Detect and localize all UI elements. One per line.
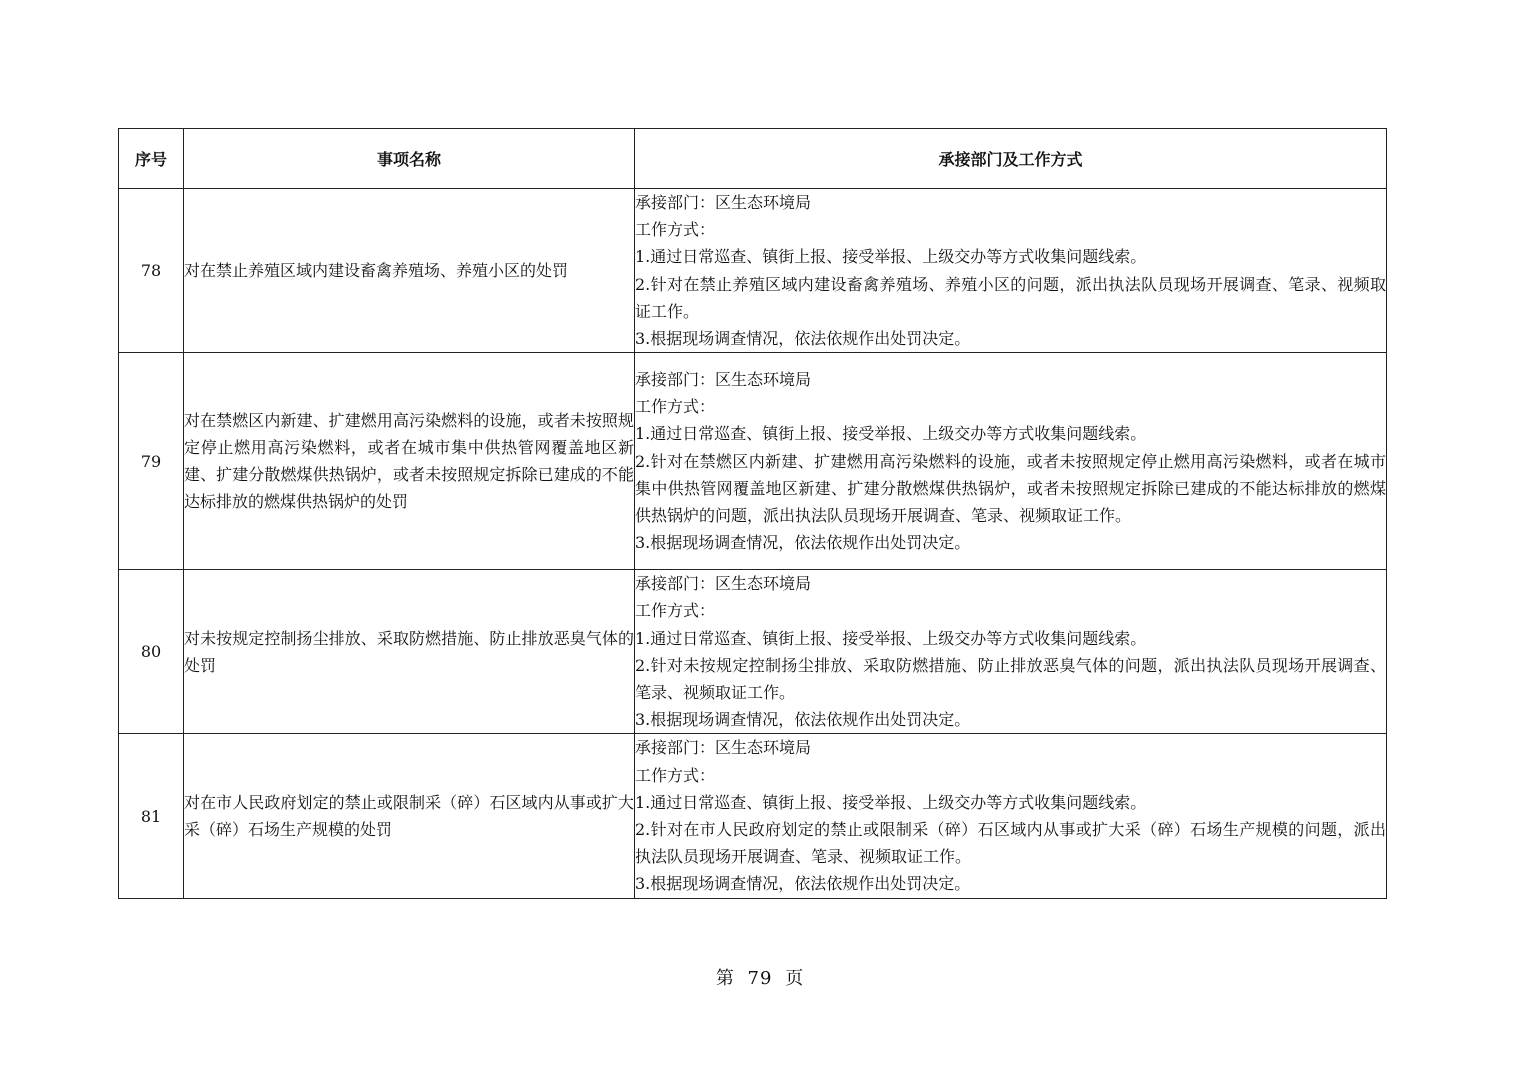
header-matter-name: 事项名称 [184,129,635,189]
table-header-row [119,129,1387,189]
table-row [119,570,1387,734]
matter-name: 对在市人民政府划定的禁止或限制采（碎）石区域内从事或扩大采（碎）石场生产规模的处罚 [184,734,635,898]
method-step-2: 2.针对在禁燃区内新建、扩建燃用高污染燃料的设施，或者未按照规定停止燃用高污染燃料，或者在城市集中供热管网覆盖地区新建、扩建分散燃煤供热锅炉，或者未按照规定拆除已建成的不能达标排放的燃煤供热锅炉的问题，派出执法队员现场开展调查、笔录、视频取证工作。 [635,451,1386,526]
method-label: 工作方式： [635,397,716,417]
method-step-3: 3.根据现场调查情况，依法依规作出处罚决定。 [635,533,971,553]
page-number: 79 [747,968,773,989]
method-step-2: 2.针对在市人民政府划定的禁止或限制采（碎）石区域内从事或扩大采（碎）石场生产规模的问题，派出执法队员现场开展调查、笔录、视频取证工作。 [635,820,1386,867]
matters-table [118,128,1387,899]
department-method [635,189,1387,353]
method-step-3: 3.根据现场调查情况，依法依规作出处罚决定。 [635,710,971,730]
matter-name: 对在禁止养殖区域内建设畜禽养殖场、养殖小区的处罚 [184,189,635,353]
method-step-3: 3.根据现场调查情况，依法依规作出处罚决定。 [635,874,971,894]
page-suffix: 页 [785,968,805,989]
method-step-1: 1.通过日常巡查、镇街上报、接受举报、上级交办等方式收集问题线索。 [635,792,1147,812]
department-line: 承接部门：区生态环境局 [635,193,812,212]
method-step-2: 2.针对未按规定控制扬尘排放、采取防燃措施、防止排放恶臭气体的问题，派出执法队员现场开展调查、笔录、视频取证工作。 [635,655,1386,703]
method-step-1: 1.通过日常巡查、镇街上报、接受举报、上级交办等方式收集问题线索。 [635,628,1147,648]
department-method [635,353,1387,570]
page-number-footer [0,964,1520,990]
serial-number: 79 [119,353,184,570]
method-step-2: 2.针对在禁止养殖区域内建设畜禽养殖场、养殖小区的问题，派出执法队员现场开展调查、笔录、视频取证工作。 [635,274,1386,321]
matter-name: 对未按规定控制扬尘排放、采取防燃措施、防止排放恶臭气体的处罚 [184,570,635,734]
department-method [635,734,1387,898]
department-line: 承接部门：区生态环境局 [635,738,812,758]
method-label: 工作方式： [635,601,716,621]
matter-name: 对在禁燃区内新建、扩建燃用高污染燃料的设施，或者未按照规定停止燃用高污染燃料，或者在城市集中供热管网覆盖地区新建、扩建分散燃煤供热锅炉，或者未按照规定拆除已建成的不能达标排放的燃煤供热锅炉的处罚 [184,353,635,570]
method-label: 工作方式： [635,220,716,240]
method-step-3: 3.根据现场调查情况，依法依规作出处罚决定。 [635,329,971,349]
header-department-method: 承接部门及工作方式 [635,129,1387,189]
method-step-1: 1.通过日常巡查、镇街上报、接受举报、上级交办等方式收集问题线索。 [635,424,1147,444]
method-step-1: 1.通过日常巡查、镇街上报、接受举报、上级交办等方式收集问题线索。 [635,247,1147,267]
department-line: 承接部门：区生态环境局 [635,370,812,389]
table-row [119,353,1387,570]
department-line: 承接部门：区生态环境局 [635,574,812,594]
department-method [635,570,1387,734]
header-serial-number: 序号 [119,129,184,189]
table-row [119,734,1387,898]
table-row [119,189,1387,353]
serial-number: 78 [119,189,184,353]
serial-number: 80 [119,570,184,734]
serial-number: 81 [119,734,184,898]
method-label: 工作方式： [635,765,716,785]
page-prefix: 第 [715,968,735,989]
